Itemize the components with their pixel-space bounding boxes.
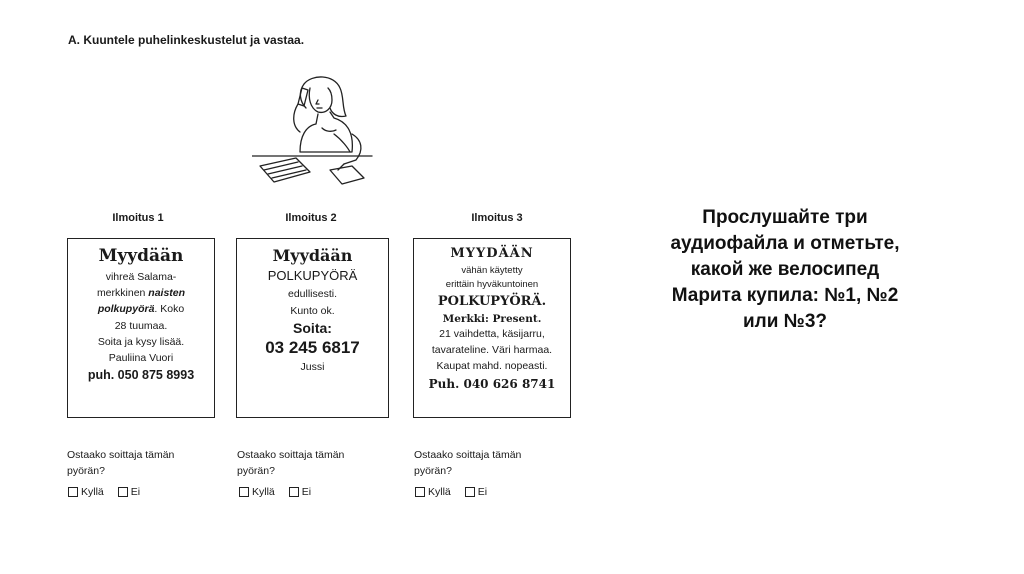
- question-text: Ostaako soittaja tämän: [414, 449, 522, 461]
- ad-1-phone: puh. 050 875 8993: [87, 368, 195, 383]
- checkbox-icon: [68, 487, 78, 497]
- question-text: Ostaako soittaja tämän: [67, 449, 175, 461]
- no-checkbox-3[interactable]: [465, 486, 487, 498]
- ad-2-headline: Myydään: [272, 246, 353, 265]
- question-1: [67, 447, 227, 480]
- no-label: Ei: [130, 486, 141, 498]
- yes-label: Kyllä: [428, 486, 451, 498]
- answer-options-3: [415, 486, 487, 498]
- ad-2-title: Ilmoitus 2: [285, 212, 337, 224]
- ad-3-text: Kaupat mahd. nopeasti.: [436, 359, 548, 372]
- ad-1-text: merkkinen naisten: [96, 287, 186, 300]
- ad-3-title: Ilmoitus 3: [471, 212, 523, 224]
- ad-2-text: edullisesti.: [287, 288, 338, 301]
- ad-2-call-label: Soita:: [293, 319, 332, 336]
- no-label: Ei: [477, 486, 488, 498]
- woman-on-phone-illustration: [252, 74, 382, 190]
- ad-2: [236, 238, 389, 418]
- ad-2-subheadline: POLKUPYÖRÄ: [267, 268, 358, 284]
- ad-1-text: 28 tuumaa.: [114, 319, 168, 332]
- ad-3-text: Merkki: Present.: [442, 312, 542, 325]
- ad-2-text: Kunto ok.: [290, 304, 335, 317]
- ad-1-text: Soita ja kysy lisää.: [97, 335, 185, 348]
- checkbox-icon: [239, 487, 249, 497]
- ad-3-text: tavarateline. Väri harmaa.: [431, 344, 553, 356]
- question-text: pyörän?: [414, 465, 452, 478]
- yes-checkbox-2[interactable]: [239, 486, 275, 498]
- ad-3-headline: MYYDÄÄN: [450, 246, 534, 261]
- question-text: pyörän?: [67, 465, 105, 478]
- checkbox-icon: [289, 487, 299, 497]
- question-text: Ostaako soittaja tämän: [237, 449, 345, 461]
- checkbox-icon: [465, 487, 475, 497]
- question-text: pyörän?: [237, 465, 275, 478]
- yes-label: Kyllä: [81, 486, 104, 498]
- instruction-text: Прослушайте три аудиофайла и отметьте, какой же велосипед Марита купила: №1, №2 или №3?: [670, 207, 900, 333]
- answer-options-2: [239, 486, 311, 498]
- ad-3-phone: Puh. 040 626 8741: [428, 376, 556, 391]
- ad-1-title: Ilmoitus 1: [112, 212, 164, 224]
- ad-2-text: Jussi: [300, 361, 325, 374]
- question-3: [414, 447, 574, 480]
- ad-1: [67, 238, 215, 418]
- task-heading: A. Kuuntele puhelinkeskustelut ja vastaa.: [68, 33, 305, 47]
- checkbox-icon: [118, 487, 128, 497]
- no-checkbox-2[interactable]: [289, 486, 311, 498]
- ad-2-phone: 03 245 6817: [265, 337, 360, 357]
- no-label: Ei: [301, 486, 312, 498]
- ad-3: [413, 238, 571, 418]
- ad-1-text: polkupyörä. Koko: [97, 303, 185, 316]
- ad-1-text: vihreä Salama-: [105, 270, 177, 283]
- yes-label: Kyllä: [252, 486, 275, 498]
- ad-1-text: Pauliina Vuori: [108, 352, 174, 365]
- answer-options-1: [68, 486, 140, 498]
- ad-3-text: 21 vaihdetta, käsijarru,: [439, 328, 545, 341]
- ad-3-text: vähän käytetty: [461, 264, 523, 276]
- no-checkbox-1[interactable]: [118, 486, 140, 498]
- ad-3-text: erittäin hyväkuntoinen: [445, 278, 539, 290]
- yes-checkbox-3[interactable]: [415, 486, 451, 498]
- ad-1-headline: Myydään: [98, 246, 184, 266]
- yes-checkbox-1[interactable]: [68, 486, 104, 498]
- ad-3-subheadline: POLKUPYÖRÄ.: [437, 294, 547, 309]
- checkbox-icon: [415, 487, 425, 497]
- question-2: [237, 447, 397, 480]
